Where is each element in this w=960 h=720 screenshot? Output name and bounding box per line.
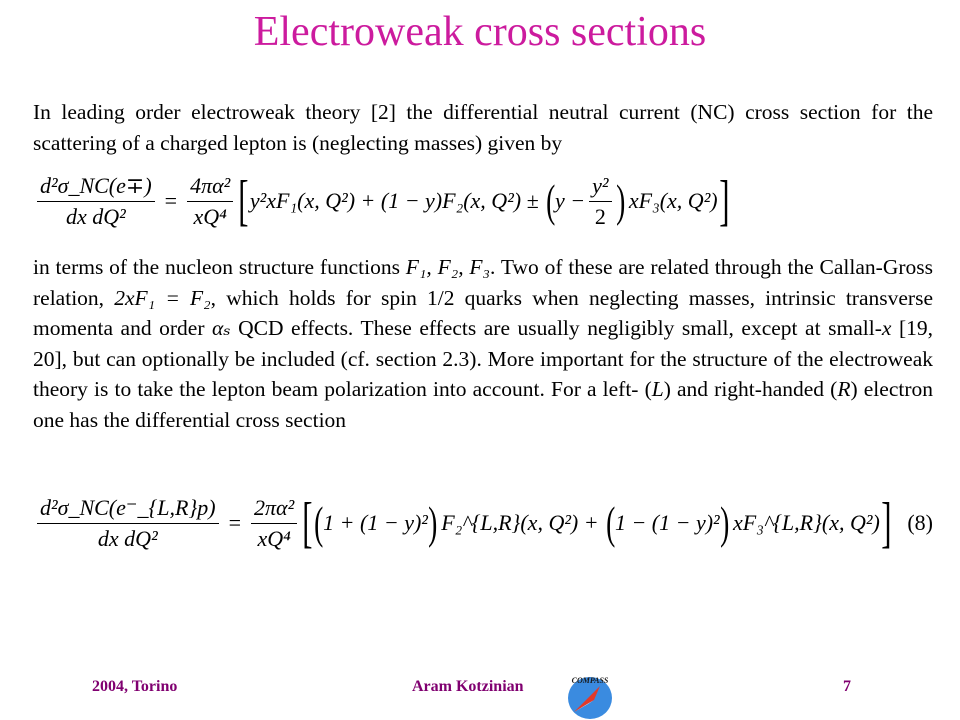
eq1-close-bracket: ] bbox=[718, 170, 730, 232]
eq2-prefactor-numerator: 2πα² bbox=[251, 495, 297, 524]
eq1-equals: = bbox=[164, 188, 178, 213]
eq1-prefactor-numerator: 4πα² bbox=[187, 173, 233, 202]
eq2-open-bracket: [ bbox=[302, 492, 313, 554]
eq2-prefactor bbox=[251, 495, 297, 552]
eq1-prefactor-denominator: xQ⁴ bbox=[193, 203, 227, 229]
eq2-equals: = bbox=[228, 510, 242, 535]
body-text-2: . Two of these are related through the Callan-Gross relation, bbox=[33, 255, 933, 310]
body-text-1: in terms of the nucleon structure functions bbox=[33, 255, 406, 279]
eq1-open-bracket: [ bbox=[238, 170, 249, 232]
eq2-term-b: 1 − (1 − y)² bbox=[614, 510, 720, 535]
body-math-3: αₛ bbox=[212, 316, 231, 340]
body-text-7: ) electron one has the differential cross section bbox=[33, 377, 933, 432]
footer-author: Aram Kotzinian bbox=[412, 678, 524, 695]
body-text-3: , which holds for spin 1/2 quarks when neglecting masses, intrinsic transverse momenta and order bbox=[33, 285, 933, 340]
body-text-5: [19, 20], but can optionally be included (cf. section 2.3). More important for the structure of the electroweak theory is to take the lepton beam polarization into account. For a left- ( bbox=[33, 316, 933, 401]
slide-title: Electroweak cross sections bbox=[253, 9, 707, 55]
eq1-lhs-numerator: d²σ_NC(e∓) bbox=[37, 173, 155, 202]
eq2-close-paren-a: ) bbox=[427, 497, 438, 548]
logo-text: COMPASS bbox=[571, 676, 609, 685]
body-text-4: QCD effects. These effects are usually negligibly small, except at small- bbox=[230, 316, 882, 340]
eq1-y2-fraction bbox=[589, 173, 611, 230]
equation-nc-cross-section bbox=[33, 160, 730, 242]
eq2-close-bracket: ] bbox=[880, 492, 892, 554]
eq1-prefactor bbox=[187, 173, 233, 230]
eq1-y2-denominator: 2 bbox=[594, 203, 606, 229]
equation-8-polarized-cross-section bbox=[33, 482, 933, 564]
equation-number: (8) bbox=[907, 510, 933, 535]
body-math-6: R bbox=[837, 377, 851, 401]
eq1-term-b: xF₃(x, Q²) bbox=[628, 188, 718, 213]
eq2-prefactor-denominator: xQ⁴ bbox=[257, 525, 291, 551]
eq1-y-part: y − bbox=[555, 188, 586, 213]
eq1-lhs-fraction bbox=[37, 173, 155, 230]
body-math-4: x bbox=[881, 316, 892, 340]
eq2-open-paren-a: ( bbox=[313, 497, 324, 548]
eq1-term-a: y²xF₁(x, Q²) + (1 − y)F₂(x, Q²) ± bbox=[249, 188, 539, 213]
eq2-f3: xF₃^{L,R}(x, Q²) bbox=[732, 510, 880, 535]
eq2-lhs-numerator: d²σ_NC(e⁻_{L,R}p) bbox=[37, 495, 219, 524]
eq2-lhs-fraction bbox=[37, 495, 219, 552]
eq2-term-a: 1 + (1 − y)² bbox=[323, 510, 428, 535]
body-math-5: L bbox=[651, 377, 664, 401]
eq1-close-paren: ) bbox=[615, 175, 625, 226]
eq2-f2: F₂^{L,R}(x, Q²) + bbox=[441, 510, 599, 535]
eq1-lhs-denominator: dx dQ² bbox=[65, 203, 126, 229]
body-text-6: ) and right-handed ( bbox=[663, 377, 838, 401]
footer-location: 2004, Torino bbox=[92, 678, 178, 695]
body-math-2: 2xF₁ = F₂ bbox=[114, 285, 211, 310]
body-math-1: F₁, F₂, F₃ bbox=[405, 255, 491, 279]
eq1-y2-numerator: y² bbox=[589, 173, 611, 202]
footer-page-number: 7 bbox=[843, 678, 851, 695]
eq2-close-paren-b: ) bbox=[719, 497, 729, 548]
compass-logo-icon bbox=[564, 672, 616, 720]
body-paragraph bbox=[33, 252, 933, 435]
eq2-lhs-denominator: dx dQ² bbox=[97, 525, 158, 551]
eq1-open-paren: ( bbox=[545, 175, 555, 226]
eq2-open-paren-b: ( bbox=[605, 497, 615, 548]
intro-paragraph: In leading order electroweak theory [2] the differential neutral current (NC) cross section for the scattering of a charged lepton is (neglecting masses) given by bbox=[33, 100, 933, 155]
